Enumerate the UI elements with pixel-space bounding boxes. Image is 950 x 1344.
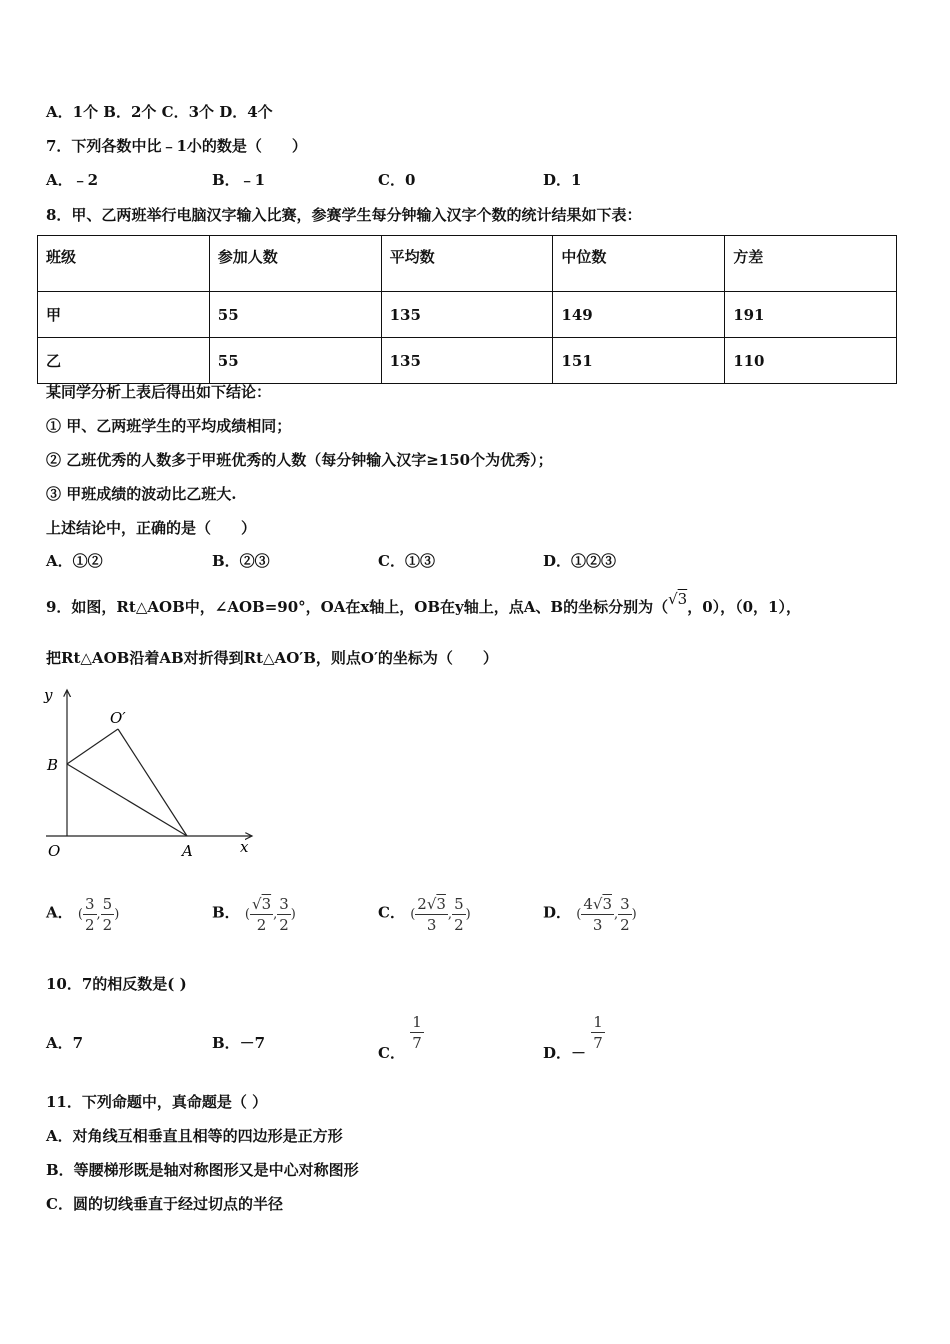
numerator: 3	[620, 895, 630, 913]
q8-conclusion-2: ② 乙班优秀的人数多于甲班优秀的人数（每分钟输入汉字≥150个为优秀）；	[46, 451, 553, 469]
label-x: x	[240, 838, 249, 856]
denominator: 7	[412, 1034, 422, 1052]
q7-option-a: A．﹣2	[46, 171, 99, 189]
q9-option-d	[543, 894, 637, 935]
q7-option-b: B．﹣1	[212, 171, 266, 189]
table-cell: 151	[553, 338, 725, 384]
table-cell: 149	[553, 292, 725, 338]
q7-option-c: C．0	[378, 171, 416, 189]
q10-option-c-label: C．	[378, 1043, 405, 1062]
paren-open: (	[410, 906, 416, 922]
denominator: 3	[592, 916, 603, 934]
table-header-row	[38, 236, 897, 292]
paren-open: (	[244, 906, 250, 922]
coefficient: 4	[583, 895, 593, 913]
q11-option-b: B．等腰梯形既是轴对称图形又是中心对称图形	[46, 1161, 359, 1179]
q9-stem-part2: ，0），（0，1），	[687, 598, 801, 616]
fraction	[250, 894, 273, 935]
label-b: B	[47, 756, 59, 774]
table-row	[38, 292, 897, 338]
q9-option-a	[46, 894, 119, 935]
comma: ,	[447, 906, 453, 922]
denominator: 2	[454, 916, 464, 934]
segment-bo-prime	[67, 729, 118, 764]
q8-option-a: A．①②	[46, 552, 103, 570]
q11-option-c: C．圆的切线垂直于经过切点的半径	[46, 1195, 283, 1213]
denominator: 7	[593, 1034, 603, 1052]
sqrt3-radical: √3	[668, 590, 688, 608]
q8-question: 上述结论中，正确的是（ ）	[46, 519, 257, 537]
fraction	[83, 894, 97, 935]
q8-conclusion-1: ① 甲、乙两班学生的平均成绩相同；	[46, 417, 292, 435]
q11-stem: 11．下列命题中，真命题是（ ）	[46, 1093, 268, 1111]
sqrt3-radicand: 3	[677, 590, 688, 608]
table-header-cell: 平均数	[381, 236, 553, 292]
label-y: y	[44, 686, 53, 704]
q9-option-a-coord	[78, 894, 119, 935]
fraction	[591, 1012, 605, 1053]
q9-stem	[46, 590, 801, 617]
denominator: 2	[620, 916, 630, 934]
paren-close: )	[631, 906, 637, 922]
denominator: 2	[256, 916, 267, 934]
table-cell: 55	[209, 292, 381, 338]
numerator: 1	[593, 1013, 603, 1031]
q8-intro: 某同学分析上表后得出如下结论：	[46, 383, 272, 401]
table-row	[38, 338, 897, 384]
numerator: 2√3	[417, 895, 446, 913]
numerator: 5	[454, 895, 464, 913]
comma: ,	[96, 906, 101, 922]
numerator: 3	[279, 895, 289, 913]
label-a: A	[182, 842, 193, 860]
comma: ,	[273, 906, 278, 922]
table-header-cell: 中位数	[553, 236, 725, 292]
q8-option-d: D．①②③	[543, 552, 617, 570]
q9-option-c	[378, 894, 471, 935]
segment-ab	[67, 764, 187, 836]
numerator: √3	[252, 895, 272, 913]
q7-stem: 7．下列各数中比﹣1小的数是（ ）	[46, 137, 307, 155]
denominator: 2	[102, 916, 113, 934]
q11-option-a: A．对角线互相垂直且相等的四边形是正方形	[46, 1127, 343, 1145]
q10-option-c	[378, 1012, 424, 1062]
paren-open: (	[576, 906, 582, 922]
table-cell: 135	[381, 338, 553, 384]
denominator: 2	[84, 916, 95, 934]
q10-option-d-label: D．－	[543, 1043, 587, 1062]
paren-open: (	[77, 906, 83, 922]
q8-option-b: B．②③	[212, 552, 270, 570]
q10-stem: 10．7的相反数是( )	[46, 975, 187, 993]
table-header-cell: 方差	[725, 236, 897, 292]
q9-option-a-label: A．	[46, 903, 73, 922]
q8-option-c: C．①③	[378, 552, 435, 570]
label-o-prime: O′	[110, 709, 126, 727]
table-header-cell: 班级	[38, 236, 210, 292]
fraction	[101, 894, 115, 935]
coefficient: 2	[417, 895, 427, 913]
paren-close: )	[290, 906, 296, 922]
q9-option-d-coord	[576, 894, 637, 935]
numerator: 4√3	[583, 895, 612, 913]
fraction	[415, 894, 448, 935]
radicand: 3	[436, 895, 446, 913]
fraction	[618, 894, 632, 935]
statistics-table	[37, 235, 897, 384]
table-cell: 55	[209, 338, 381, 384]
radicand: 3	[261, 895, 272, 913]
numerator: 1	[412, 1013, 422, 1031]
q9-option-b-label: B．	[212, 903, 240, 922]
q9-figure	[40, 684, 260, 864]
fraction	[410, 1012, 424, 1053]
radicand: 3	[602, 895, 612, 913]
table-cell: 乙	[38, 338, 210, 384]
q9-option-c-label: C．	[378, 903, 405, 922]
q10-option-b: B．－7	[212, 1034, 266, 1052]
paren-close: )	[465, 906, 471, 922]
q9-option-b	[212, 894, 296, 935]
numerator: 5	[102, 895, 113, 913]
label-o: O	[48, 842, 61, 860]
q9-option-d-label: D．	[543, 903, 572, 922]
q6-options: A．1个 B．2个 C．3个 D．4个	[46, 103, 273, 121]
q9-stem-line2: 把Rt△AOB沿着AB对折得到Rt△AO′B，则点O′的坐标为（ ）	[46, 649, 498, 667]
numerator: 3	[84, 895, 95, 913]
q9-stem-part1: 9．如图，Rt△AOB中，∠AOB=90°，OA在x轴上，OB在y轴上，点A、B的坐标分别为（	[46, 598, 669, 616]
denominator: 3	[426, 916, 437, 934]
q10-option-a: A．7	[46, 1034, 84, 1052]
q7-option-d: D．1	[543, 171, 582, 189]
table-cell: 110	[725, 338, 897, 384]
table-header-cell: 参加人数	[209, 236, 381, 292]
fraction	[452, 894, 466, 935]
q9-option-c-coord	[410, 894, 471, 935]
table-cell: 135	[381, 292, 553, 338]
q9-option-b-coord	[245, 894, 296, 935]
q8-stem: 8．甲、乙两班举行电脑汉字输入比赛，参赛学生每分钟输入汉字个数的统计结果如下表：	[46, 206, 642, 224]
q10-option-d	[543, 1012, 605, 1062]
denominator: 2	[279, 916, 289, 934]
table-cell: 甲	[38, 292, 210, 338]
comma: ,	[613, 906, 619, 922]
segment-o-prime-a	[118, 729, 187, 836]
q8-conclusion-3: ③ 甲班成绩的波动比乙班大.	[46, 485, 237, 503]
paren-close: )	[114, 906, 120, 922]
fraction	[277, 894, 291, 935]
table-cell: 191	[725, 292, 897, 338]
fraction	[581, 894, 614, 935]
